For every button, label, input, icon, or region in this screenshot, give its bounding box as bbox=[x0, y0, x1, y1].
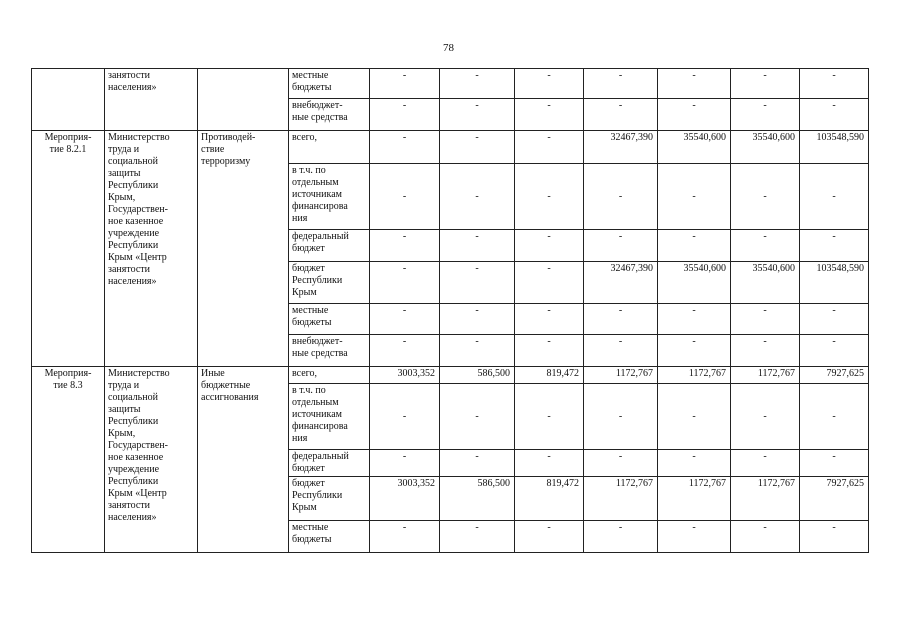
executor-cell: Министерство труда и социальной защиты Республики Крым, Государствен- ное казенное учреждение Республики Крым «Центр занятости населения» bbox=[105, 367, 198, 553]
value-cell: - bbox=[731, 230, 800, 262]
value-cell: - bbox=[440, 450, 515, 477]
value-cell: - bbox=[584, 450, 658, 477]
event-cell bbox=[32, 69, 105, 131]
value-cell: - bbox=[370, 304, 440, 335]
value-cell: - bbox=[658, 521, 731, 553]
value-cell: - bbox=[515, 164, 584, 230]
value-cell: - bbox=[658, 99, 731, 131]
value-cell: - bbox=[515, 131, 584, 164]
value-cell: - bbox=[584, 69, 658, 99]
value-cell: - bbox=[800, 230, 869, 262]
value-cell: - bbox=[731, 521, 800, 553]
value-cell: - bbox=[584, 384, 658, 450]
value-cell: 35540,600 bbox=[731, 131, 800, 164]
value-cell: - bbox=[440, 384, 515, 450]
value-cell: 7927,625 bbox=[800, 367, 869, 384]
value-cell: - bbox=[800, 384, 869, 450]
value-cell: 35540,600 bbox=[658, 262, 731, 304]
value-cell: - bbox=[800, 304, 869, 335]
table-row bbox=[32, 367, 869, 384]
funding-source-cell: всего, bbox=[289, 131, 370, 164]
funding-source-cell: внебюджет- ные средства bbox=[289, 99, 370, 131]
value-cell: - bbox=[584, 304, 658, 335]
value-cell: 819,472 bbox=[515, 477, 584, 521]
value-cell: - bbox=[370, 69, 440, 99]
value-cell: 3003,352 bbox=[370, 477, 440, 521]
executor-cell: Министерство труда и социальной защиты Республики Крым, Государствен- ное казенное учреждение Республики Крым «Центр занятости населения» bbox=[105, 131, 198, 367]
value-cell: - bbox=[515, 304, 584, 335]
value-cell: - bbox=[584, 230, 658, 262]
value-cell: 35540,600 bbox=[731, 262, 800, 304]
event-cell: Мероприя- тие 8.2.1 bbox=[32, 131, 105, 367]
value-cell: 1172,767 bbox=[731, 477, 800, 521]
value-cell: 32467,390 bbox=[584, 262, 658, 304]
value-cell: - bbox=[731, 384, 800, 450]
table-row bbox=[32, 131, 869, 164]
table-row bbox=[32, 69, 869, 99]
value-cell: - bbox=[584, 99, 658, 131]
value-cell: 103548,590 bbox=[800, 262, 869, 304]
funding-source-cell: в т.ч. по отдельным источникам финансирова ния bbox=[289, 384, 370, 450]
value-cell: 103548,590 bbox=[800, 131, 869, 164]
value-cell: - bbox=[440, 521, 515, 553]
value-cell: - bbox=[515, 384, 584, 450]
funding-source-cell: бюджет Республики Крым bbox=[289, 262, 370, 304]
value-cell: - bbox=[370, 164, 440, 230]
value-cell: - bbox=[584, 521, 658, 553]
value-cell: 586,500 bbox=[440, 477, 515, 521]
value-cell: - bbox=[440, 69, 515, 99]
value-cell: - bbox=[584, 164, 658, 230]
event-cell: Мероприя- тие 8.3 bbox=[32, 367, 105, 553]
value-cell: 1172,767 bbox=[584, 477, 658, 521]
purpose-cell: Противодей- ствие терроризму bbox=[198, 131, 289, 367]
funding-source-cell: федеральный бюджет bbox=[289, 230, 370, 262]
value-cell: - bbox=[370, 99, 440, 131]
value-cell: - bbox=[658, 69, 731, 99]
value-cell: - bbox=[440, 164, 515, 230]
value-cell: - bbox=[440, 335, 515, 367]
funding-source-cell: в т.ч. по отдельным источникам финансирова ния bbox=[289, 164, 370, 230]
budget-table bbox=[31, 68, 869, 553]
value-cell: 7927,625 bbox=[800, 477, 869, 521]
value-cell: - bbox=[658, 230, 731, 262]
funding-source-cell: всего, bbox=[289, 367, 370, 384]
value-cell: - bbox=[440, 99, 515, 131]
value-cell: 1172,767 bbox=[658, 367, 731, 384]
funding-source-cell: внебюджет- ные средства bbox=[289, 335, 370, 367]
value-cell: - bbox=[515, 335, 584, 367]
value-cell: 1172,767 bbox=[584, 367, 658, 384]
value-cell: - bbox=[370, 230, 440, 262]
value-cell: - bbox=[731, 164, 800, 230]
value-cell: - bbox=[584, 335, 658, 367]
value-cell: 35540,600 bbox=[658, 131, 731, 164]
value-cell: - bbox=[440, 230, 515, 262]
value-cell: - bbox=[800, 521, 869, 553]
value-cell: - bbox=[800, 335, 869, 367]
value-cell: 586,500 bbox=[440, 367, 515, 384]
value-cell: - bbox=[800, 99, 869, 131]
funding-source-cell: местные бюджеты bbox=[289, 304, 370, 335]
funding-source-cell: местные бюджеты bbox=[289, 69, 370, 99]
value-cell: 1172,767 bbox=[658, 477, 731, 521]
value-cell: - bbox=[731, 335, 800, 367]
value-cell: - bbox=[515, 69, 584, 99]
value-cell: - bbox=[440, 262, 515, 304]
value-cell: - bbox=[515, 262, 584, 304]
value-cell: - bbox=[731, 99, 800, 131]
value-cell: - bbox=[800, 450, 869, 477]
value-cell: 32467,390 bbox=[584, 131, 658, 164]
value-cell: - bbox=[440, 304, 515, 335]
value-cell: - bbox=[800, 164, 869, 230]
value-cell: - bbox=[515, 230, 584, 262]
value-cell: - bbox=[658, 164, 731, 230]
value-cell: - bbox=[440, 131, 515, 164]
executor-cell: занятости населения» bbox=[105, 69, 198, 131]
purpose-cell: Иные бюджетные ассигнования bbox=[198, 367, 289, 553]
value-cell: - bbox=[370, 335, 440, 367]
value-cell: - bbox=[658, 304, 731, 335]
value-cell: - bbox=[370, 131, 440, 164]
value-cell: - bbox=[658, 450, 731, 477]
value-cell: - bbox=[658, 335, 731, 367]
value-cell: - bbox=[370, 384, 440, 450]
value-cell: - bbox=[658, 384, 731, 450]
value-cell: 819,472 bbox=[515, 367, 584, 384]
value-cell: - bbox=[515, 99, 584, 131]
value-cell: - bbox=[515, 450, 584, 477]
funding-source-cell: местные бюджеты bbox=[289, 521, 370, 553]
value-cell: - bbox=[370, 521, 440, 553]
value-cell: - bbox=[370, 262, 440, 304]
value-cell: - bbox=[731, 304, 800, 335]
value-cell: - bbox=[731, 450, 800, 477]
funding-source-cell: федеральный бюджет bbox=[289, 450, 370, 477]
purpose-cell bbox=[198, 69, 289, 131]
value-cell: - bbox=[800, 69, 869, 99]
value-cell: - bbox=[515, 521, 584, 553]
page-number: 78 bbox=[443, 42, 454, 54]
value-cell: 3003,352 bbox=[370, 367, 440, 384]
value-cell: - bbox=[370, 450, 440, 477]
funding-source-cell: бюджет Республики Крым bbox=[289, 477, 370, 521]
value-cell: 1172,767 bbox=[731, 367, 800, 384]
value-cell: - bbox=[731, 69, 800, 99]
